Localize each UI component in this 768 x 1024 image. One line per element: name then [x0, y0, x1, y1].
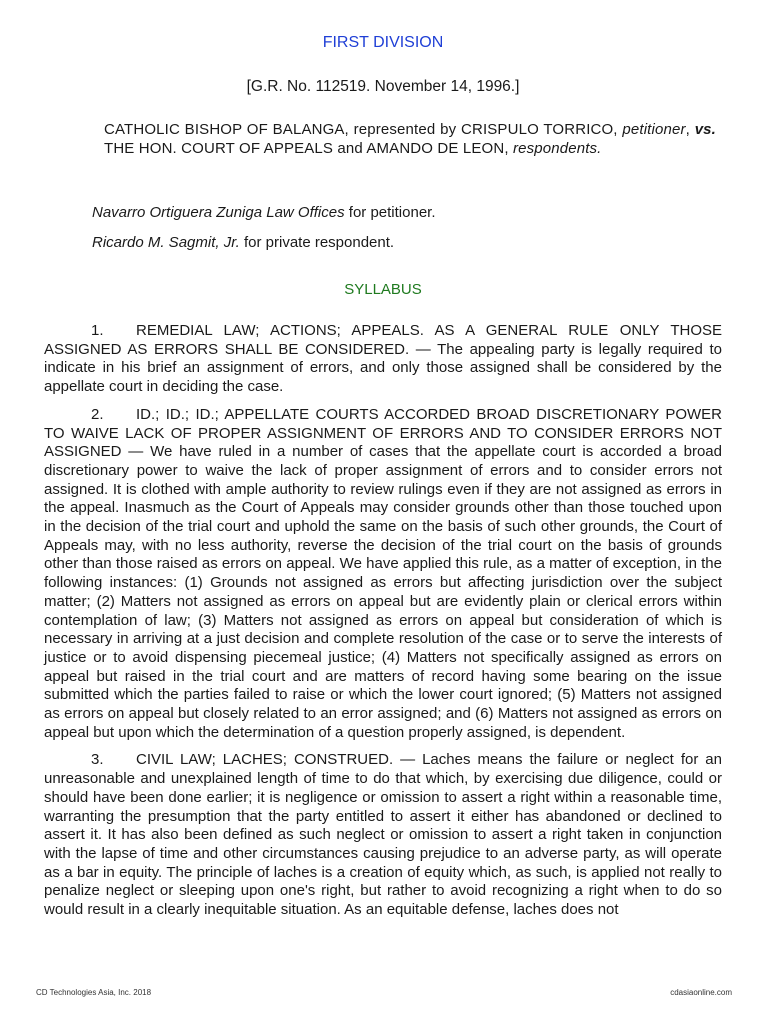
case-parties [104, 120, 716, 158]
syllabus-heading: SYLLABUS [344, 281, 422, 298]
syllabus-item-number: 2. [91, 405, 104, 423]
division-heading: FIRST DIVISION [322, 34, 444, 51]
parties-comma: , [685, 121, 695, 138]
syllabus-list [44, 322, 722, 929]
syllabus-item [44, 406, 722, 743]
syllabus-item-number: 3. [91, 751, 104, 769]
respondents-label: respondents. [512, 140, 602, 157]
counsel-respondent-role: for private respondent. [239, 234, 395, 251]
parties-text-2: THE HON. COURT OF APPEALS and AMANDO DE LEON, [104, 140, 513, 157]
syllabus-item-text: CIVIL LAW; LACHES; CONSTRUED. — Laches means the failure or neglect for an unreasonable and unexplained length of time to do that which, by exercising due diligence, could or should have been done earlier; it is negligence or omission to assert a right within a reasonable time, warranting the presumption that the party entitled to assert it either has abandoned or declined to assert it. It has also been defined as such neglect or omission to assert a right taken in conjunction with the lapse of time and other circumstances causing prejudice to an adverse party, as will operate as a bar in equity. The principle of laches is a creation of equity which, as such, is applied not really to penalize neglect or sleeping upon one's right, but rather to avoid recognizing a right when to do so would result in a clearly inequitable situation. As an equitable defense, laches does not [44, 751, 722, 919]
case-number: [G.R. No. 112519. November 14, 1996.] [246, 78, 520, 95]
counsel-respondent-name: Ricardo M. Sagmit, Jr. [92, 234, 240, 251]
syllabus-item [44, 322, 722, 397]
counsel-petitioner [92, 204, 436, 221]
counsel-petitioner-name: Navarro Ortiguera Zuniga Law Offices [92, 204, 345, 221]
syllabus-item-text: ID.; ID.; ID.; APPELLATE COURTS ACCORDED BROAD DISCRETIONARY POWER TO WAIVE LACK OF PROPER ASSIGNMENT OF ERRORS AND TO CONSIDER ERRORS NOT ASSIGNED — We have ruled in a number of cases that the appellate court is accorded a broad discretionary power to waive the lack of proper assignment of errors and to consider errors not assigned. It is clothed with ample authority to review rulings even if they are not assigned as errors in the appeal. Inasmuch as the Court of Appeals may consider grounds other than those touched upon in the decision of the trial court and uphold the same on the basis of such other grounds, the Court of Appeals may, with no less authority, reverse the decision of the trial court on the basis of grounds other than those raised as errors on appeal. We have applied this rule, as a matter of exception, in the following instances: (1) Grounds not assigned as errors but affecting jurisdiction over the subject matter; (2) Matters not assigned as errors on appeal but are evidently plain or clerical errors within contemplation of law; (3) Matters not assigned as errors on appeal but consideration of which is necessary in arriving at a just decision and complete resolution of the case or to serve the interests of justice or to avoid dispensing piecemeal justice; (4) Matters not specifically assigned as errors on appeal but raised in the trial court and are matters of record having some bearing on the issue submitted which the parties failed to raise or which the lower court ignored; (5) Matters not assigned as errors on appeal but closely related to an error assigned; and (6) Matters not assigned as errors on appeal but upon which the determination of a question properly assigned, is dependent. [44, 405, 722, 741]
versus-label: vs. [694, 121, 716, 138]
parties-text-1: CATHOLIC BISHOP OF BALANGA, represented by CRISPULO TORRICO, [104, 121, 623, 138]
syllabus-item [44, 751, 722, 919]
syllabus-item-number: 1. [91, 322, 104, 339]
counsel-petitioner-role: for petitioner. [344, 204, 436, 221]
syllabus-item-text: REMEDIAL LAW; ACTIONS; APPEALS. AS A GENERAL RULE ONLY THOSE ASSIGNED AS ERRORS SHALL BE CONSIDERED. — The appealing party is legally required to indicate in his brief an assignment of errors, and only those assigned shall be considered by the appellate court in deciding the case. [44, 322, 722, 396]
footer-publisher: CD Technologies Asia, Inc. 2018 [36, 988, 152, 997]
counsel-respondent [92, 234, 394, 251]
footer-website: cdasiaonline.com [670, 988, 732, 997]
petitioner-label: petitioner [622, 121, 686, 138]
